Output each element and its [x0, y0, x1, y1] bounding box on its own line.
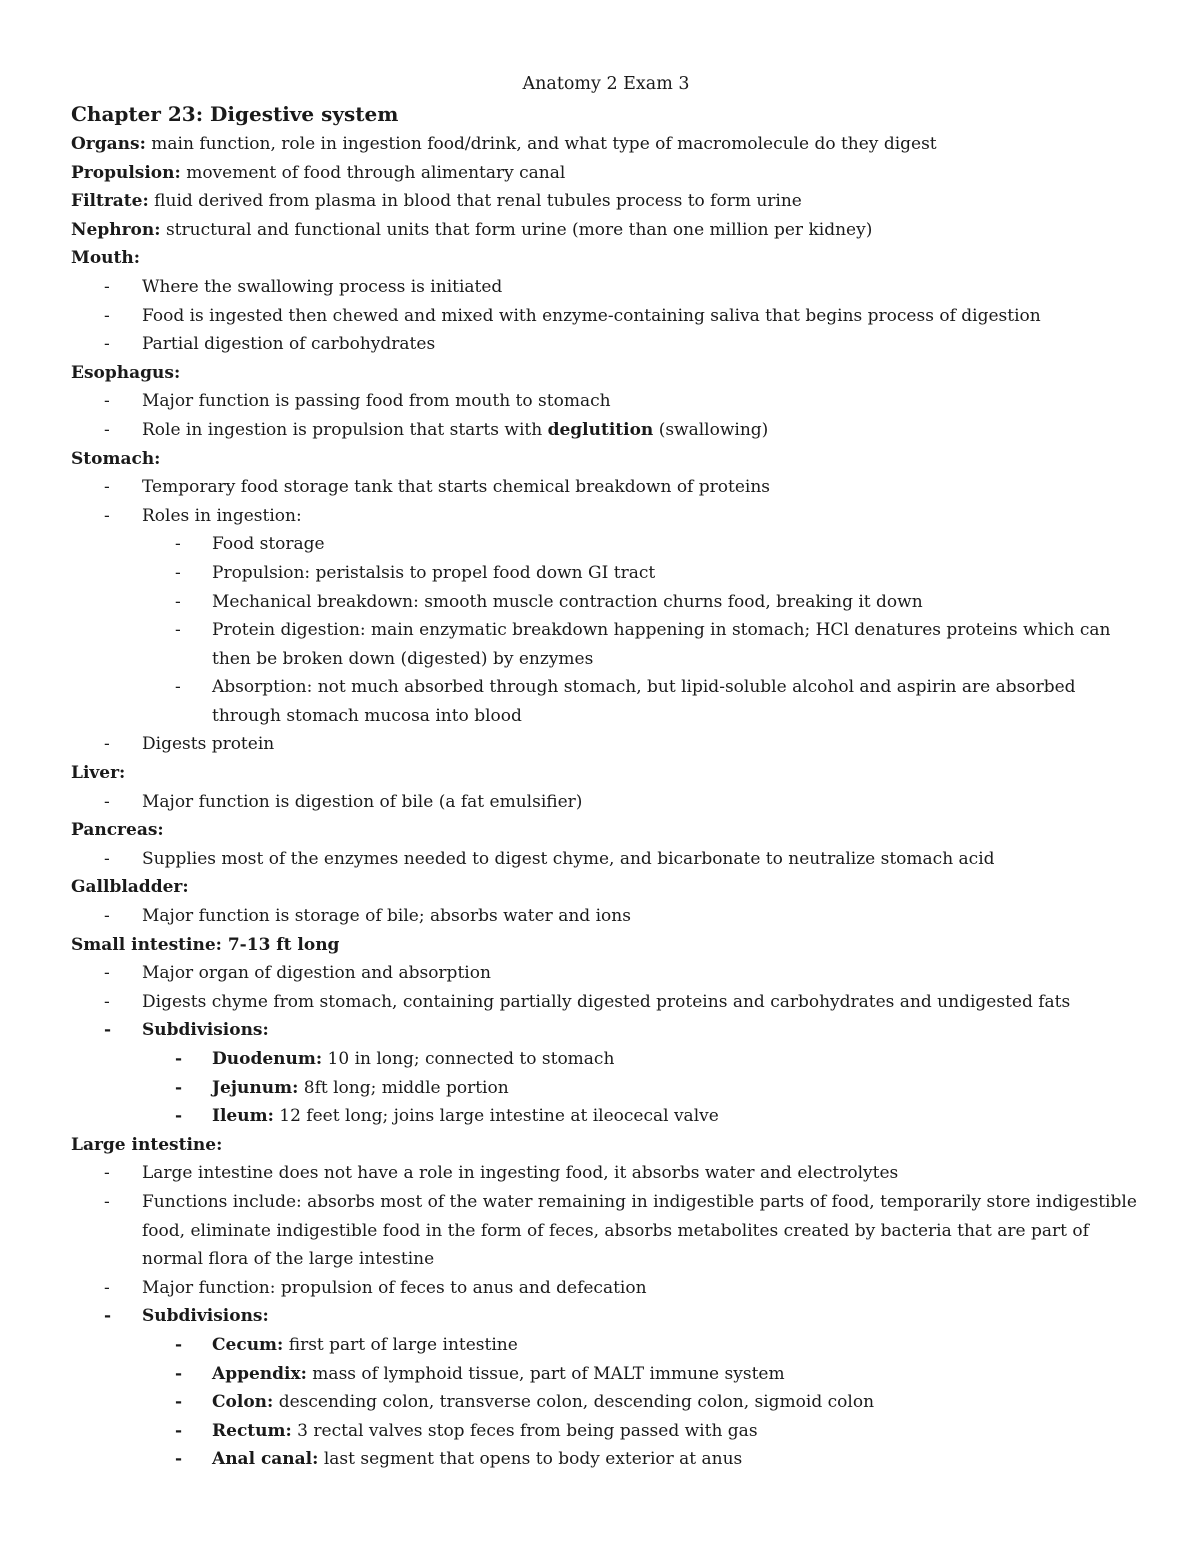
list-item: - Major function is passing food from mouth to stomach [104, 391, 611, 412]
section-heading-small-intestine: Small intestine: 7-13 ft long [71, 934, 340, 955]
list-item: - Ileum: 12 feet long; joins large intestine at ileocecal valve [175, 1106, 719, 1127]
list-item: - Partial digestion of carbohydrates [104, 334, 436, 355]
section-heading-gallbladder: Gallbladder: [71, 877, 189, 898]
chapter-heading: Chapter 23: Digestive system [71, 102, 399, 126]
definition-nephron: Nephron: structural and functional units that form urine (more than one million per kidney) [71, 219, 873, 240]
definition-organs: Organs: main function, role in ingestion food/drink, and what type of macromolecule do they digest [71, 134, 937, 154]
liver-list [71, 788, 1141, 817]
list-item: - Major function is storage of bile; absorbs water and ions [104, 906, 631, 927]
section-heading-esophagus: Esophagus: [71, 362, 181, 383]
list-item: - Mechanical breakdown: smooth muscle contraction churns food, breaking it down [175, 591, 923, 612]
list-item: - Roles in ingestion: [104, 505, 302, 526]
list-item: - Appendix: mass of lymphoid tissue, part of MALT immune system [175, 1363, 785, 1384]
list-item: - Temporary food storage tank that starts chemical breakdown of proteins [104, 477, 770, 498]
section-heading-liver: Liver: [71, 763, 126, 784]
list-item: - Anal canal: last segment that opens to body exterior at anus [175, 1449, 743, 1470]
list-item: - Colon: descending colon, transverse colon, descending colon, sigmoid colon [175, 1392, 875, 1413]
section-heading-large-intestine: Large intestine: [71, 1134, 223, 1155]
list-item: - Role in ingestion is propulsion that starts with deglutition (swallowing) [104, 419, 769, 440]
list-item: - Jejunum: 8ft long; middle portion [175, 1077, 509, 1098]
list-item: - Where the swallowing process is initiated [104, 276, 503, 297]
gallbladder-list [71, 902, 1141, 931]
list-item: - Large intestine does not have a role in ingesting food, it absorbs water and electrolytes [104, 1163, 899, 1184]
section-heading-mouth: Mouth: [71, 248, 141, 269]
list-item: - Absorption: not much absorbed through stomach, but lipid-soluble alcohol and aspirin are absorbed through stomach mucosa into blood [175, 677, 1076, 726]
definition-filtrate: Filtrate: fluid derived from plasma in blood that renal tubules process to form urine [71, 191, 802, 212]
list-item: - Digests chyme from stomach, containing partially digested proteins and carbohydrates and undigested fats [104, 991, 1071, 1012]
list-item: - Supplies most of the enzymes needed to digest chyme, and bicarbonate to neutralize stomach acid [104, 848, 995, 869]
small-intestine-list [71, 959, 1141, 1131]
mouth-list [71, 273, 1141, 359]
list-item: - Propulsion: peristalsis to propel food down GI tract [175, 562, 656, 583]
list-item: - Subdivisions: [104, 1020, 269, 1041]
large-intestine-list [71, 1159, 1141, 1474]
list-item: - Subdivisions: [104, 1306, 269, 1327]
list-item: - Food is ingested then chewed and mixed with enzyme-containing saliva that begins process of digestion [104, 305, 1041, 326]
list-item: - Major organ of digestion and absorption [104, 963, 491, 984]
list-item: - Digests protein [104, 734, 275, 755]
list-item: - Duodenum: 10 in long; connected to stomach [175, 1049, 615, 1069]
list-item: - Protein digestion: main enzymatic breakdown happening in stomach; HCl denatures proteins which can then be broken down (digested) by enzymes [175, 620, 1111, 669]
section-heading-pancreas: Pancreas: [71, 820, 164, 841]
section-heading-stomach: Stomach: [71, 448, 161, 469]
list-item: - Cecum: first part of large intestine [175, 1334, 518, 1355]
list-item: - Major function is digestion of bile (a fat emulsifier) [104, 791, 583, 812]
esophagus-list [71, 387, 1141, 444]
list-item: - Functions include: absorbs most of the water remaining in indigestible parts of food, temporarily store indigestible food, eliminate indigestible food in the form of feces, absorbs metabolites created by bacteria that are part of normal flora of the large intestine [104, 1191, 1137, 1270]
document-title: Anatomy 2 Exam 3 [522, 74, 690, 94]
list-item: - Food storage [175, 534, 325, 555]
stomach-list [71, 473, 1141, 759]
list-item: - Major function: propulsion of feces to anus and defecation [104, 1277, 647, 1298]
pancreas-list [71, 845, 1141, 874]
document-page [71, 70, 1141, 1474]
list-item: - Rectum: 3 rectal valves stop feces from being passed with gas [175, 1420, 758, 1441]
definition-propulsion: Propulsion: movement of food through alimentary canal [71, 162, 566, 183]
